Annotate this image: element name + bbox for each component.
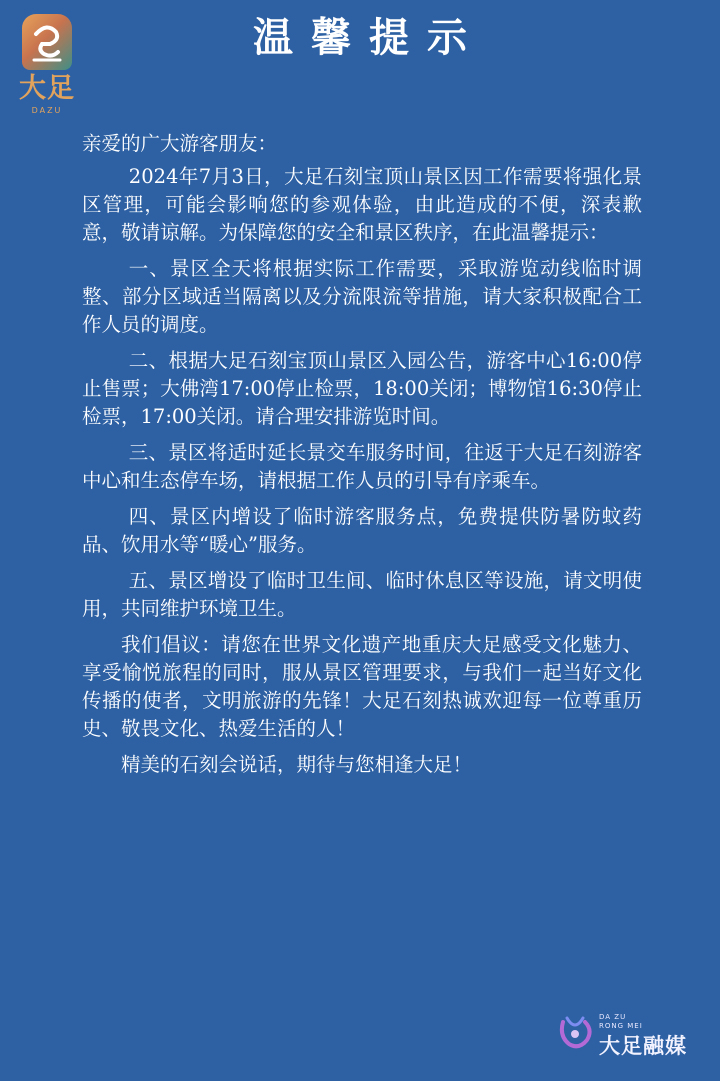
page-title: 温馨提示 <box>253 14 485 61</box>
paragraph-item-3: 三、景区将适时延长景交车服务时间，往返于大足石刻游客中心和生态停车场，请根据工作人员的引导有序乘车。 <box>82 441 642 492</box>
paragraph-item-4: 四、景区内增设了临时游客服务点，免费提供防暑防蚊药品、饮用水等“暖心”服务。 <box>82 505 642 556</box>
dazu-media-logo-icon <box>555 1012 595 1056</box>
logo-name: 大足 <box>19 73 75 104</box>
paragraph-closing: 精美的石刻会说话，期待与您相逢大足！ <box>121 753 473 776</box>
watermark-text: 大足融媒 <box>599 1034 687 1058</box>
logo-latin: DAZU <box>31 106 63 115</box>
paragraph-item-2: 二、根据大足石刻宝顶山景区入园公告，游客中心16:00停止售票；大佛湾17:00停止检票，18:00关闭；博物馆16:30停止检票，17:00关闭。请合理安排游览时间。 <box>82 349 642 428</box>
dazu-media-watermark <box>555 1008 705 1064</box>
watermark-small-text <box>599 1013 643 1031</box>
notice-body <box>82 130 642 787</box>
paragraph-item-5: 五、景区增设了临时卫生间、临时休息区等设施，请文明使用，共同维护环境卫生。 <box>82 569 642 620</box>
paragraph-appeal: 我们倡议：请您在世界文化遗产地重庆大足感受文化魅力、享受愉悦旅程的同时，服从景区管理要求，与我们一起当好文化传播的使者，文明旅游的先锋！大足石刻热诚欢迎每一位尊重历史、敬畏文化、热爱生活的人！ <box>82 633 642 740</box>
paragraph-intro: 2024年7月3日，大足石刻宝顶山景区因工作需要将强化景区管理，可能会影响您的参观体验，由此造成的不便，深表歉意，敬请谅解。为保障您的安全和景区秩序，在此温馨提示： <box>82 165 642 244</box>
paragraph-item-1: 一、景区全天将根据实际工作需要，采取游览动线临时调整、部分区域适当隔离以及分流限流等措施，请大家积极配合工作人员的调度。 <box>82 257 642 336</box>
watermark-small-line2: RONG MEI <box>599 1022 643 1030</box>
greeting: 亲爱的广大游客朋友： <box>82 132 278 155</box>
watermark-small-line1: DA ZU <box>599 1013 627 1021</box>
